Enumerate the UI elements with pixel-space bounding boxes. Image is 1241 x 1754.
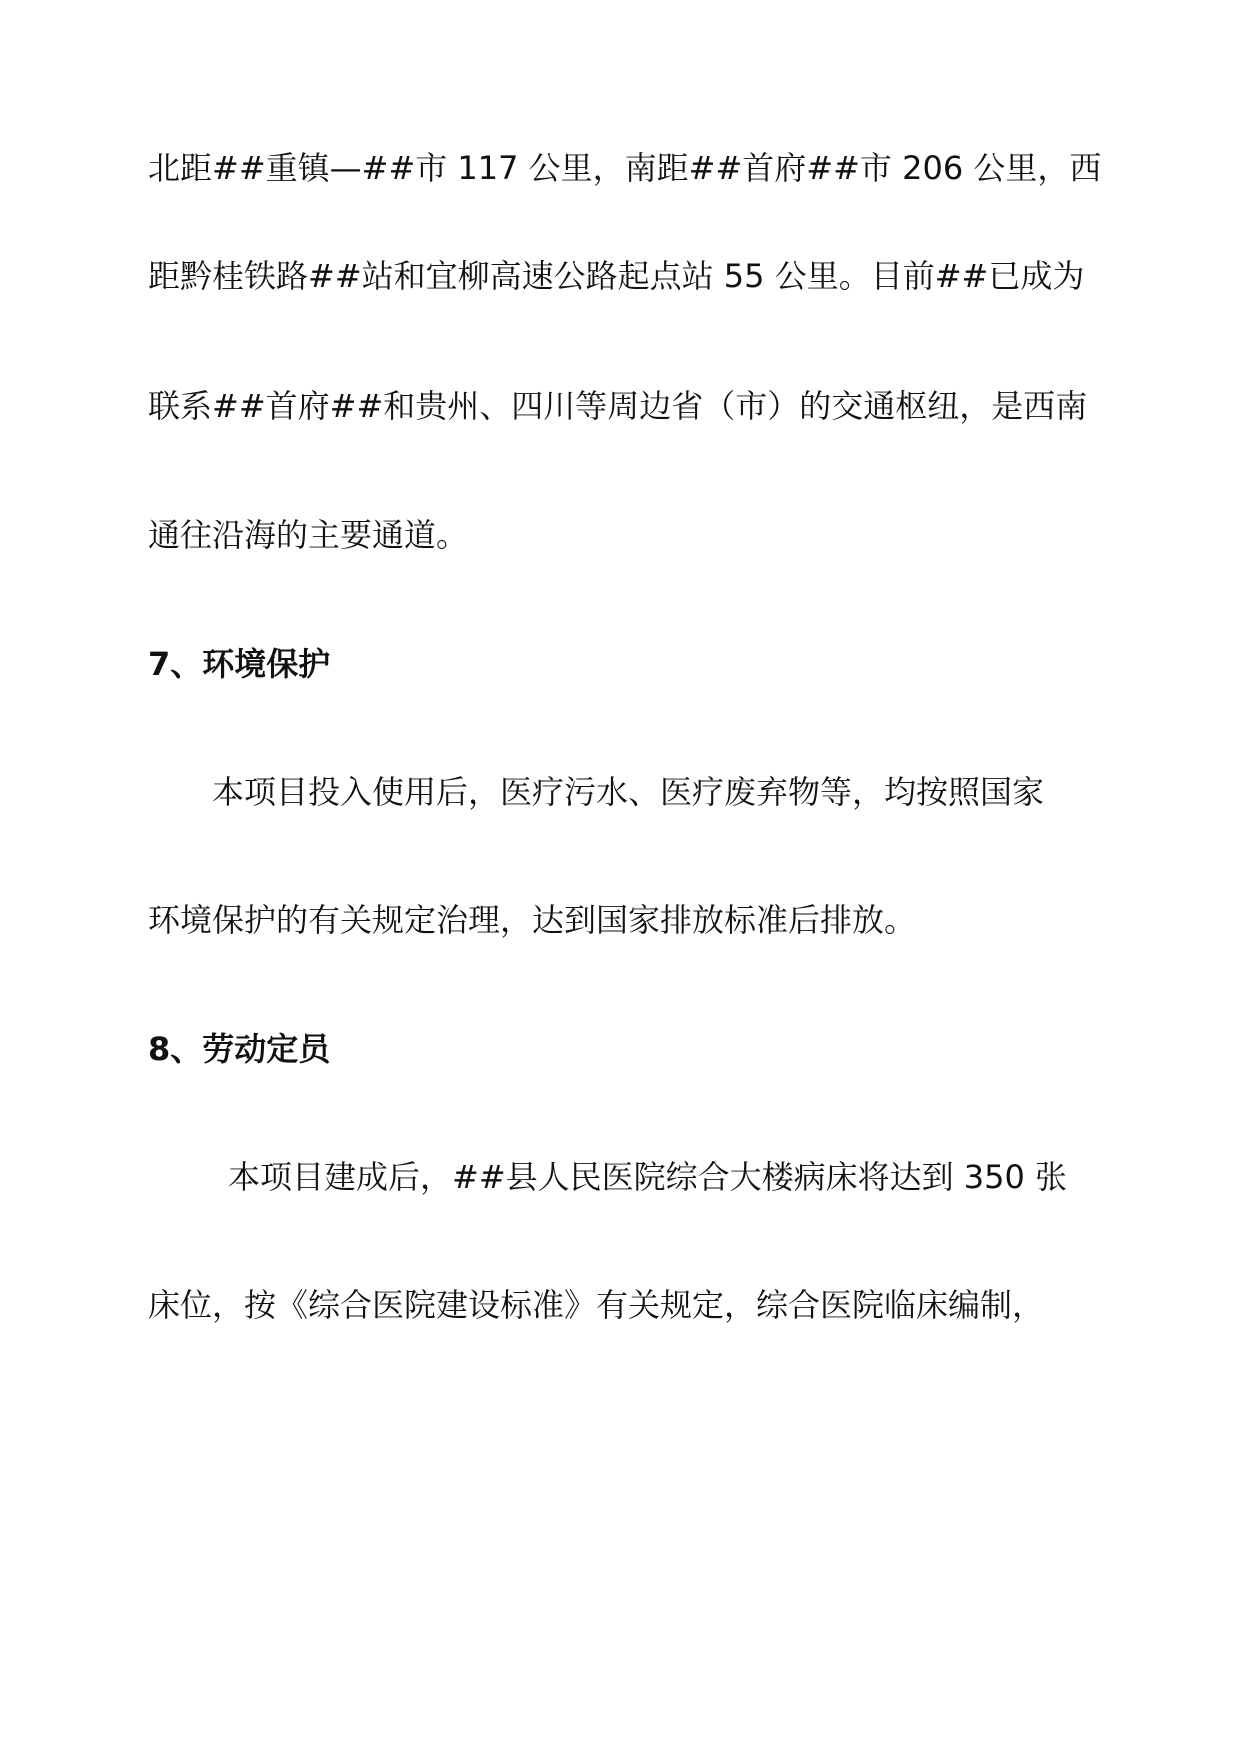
section-heading-environment: 7、环境保护 [148,645,331,683]
paragraph-line: 本项目建成后，##县人民医院综合大楼病床将达到 350 张 [228,1158,1068,1196]
paragraph-line: 通往沿海的主要通道。 [148,516,469,554]
paragraph-line: 联系##首府##和贵州、四川等周边省（市）的交通枢纽，是西南 [148,387,1088,425]
paragraph-line: 环境保护的有关规定治理，达到国家排放标准后排放。 [148,901,917,939]
paragraph-line: 距黔桂铁路##站和宜柳高速公路起点站 55 公里。目前##已成为 [148,257,1085,295]
section-heading-staffing: 8、劳动定员 [148,1030,331,1068]
paragraph-line: 床位，按《综合医院建设标准》有关规定，综合医院临床编制， [148,1286,1045,1324]
paragraph-line: 北距##重镇—##市 117 公里，南距##首府##市 206 公里，西 [148,149,1102,187]
paragraph-line: 本项目投入使用后，医疗污水、医疗废弃物等，均按照国家 [212,773,1045,811]
